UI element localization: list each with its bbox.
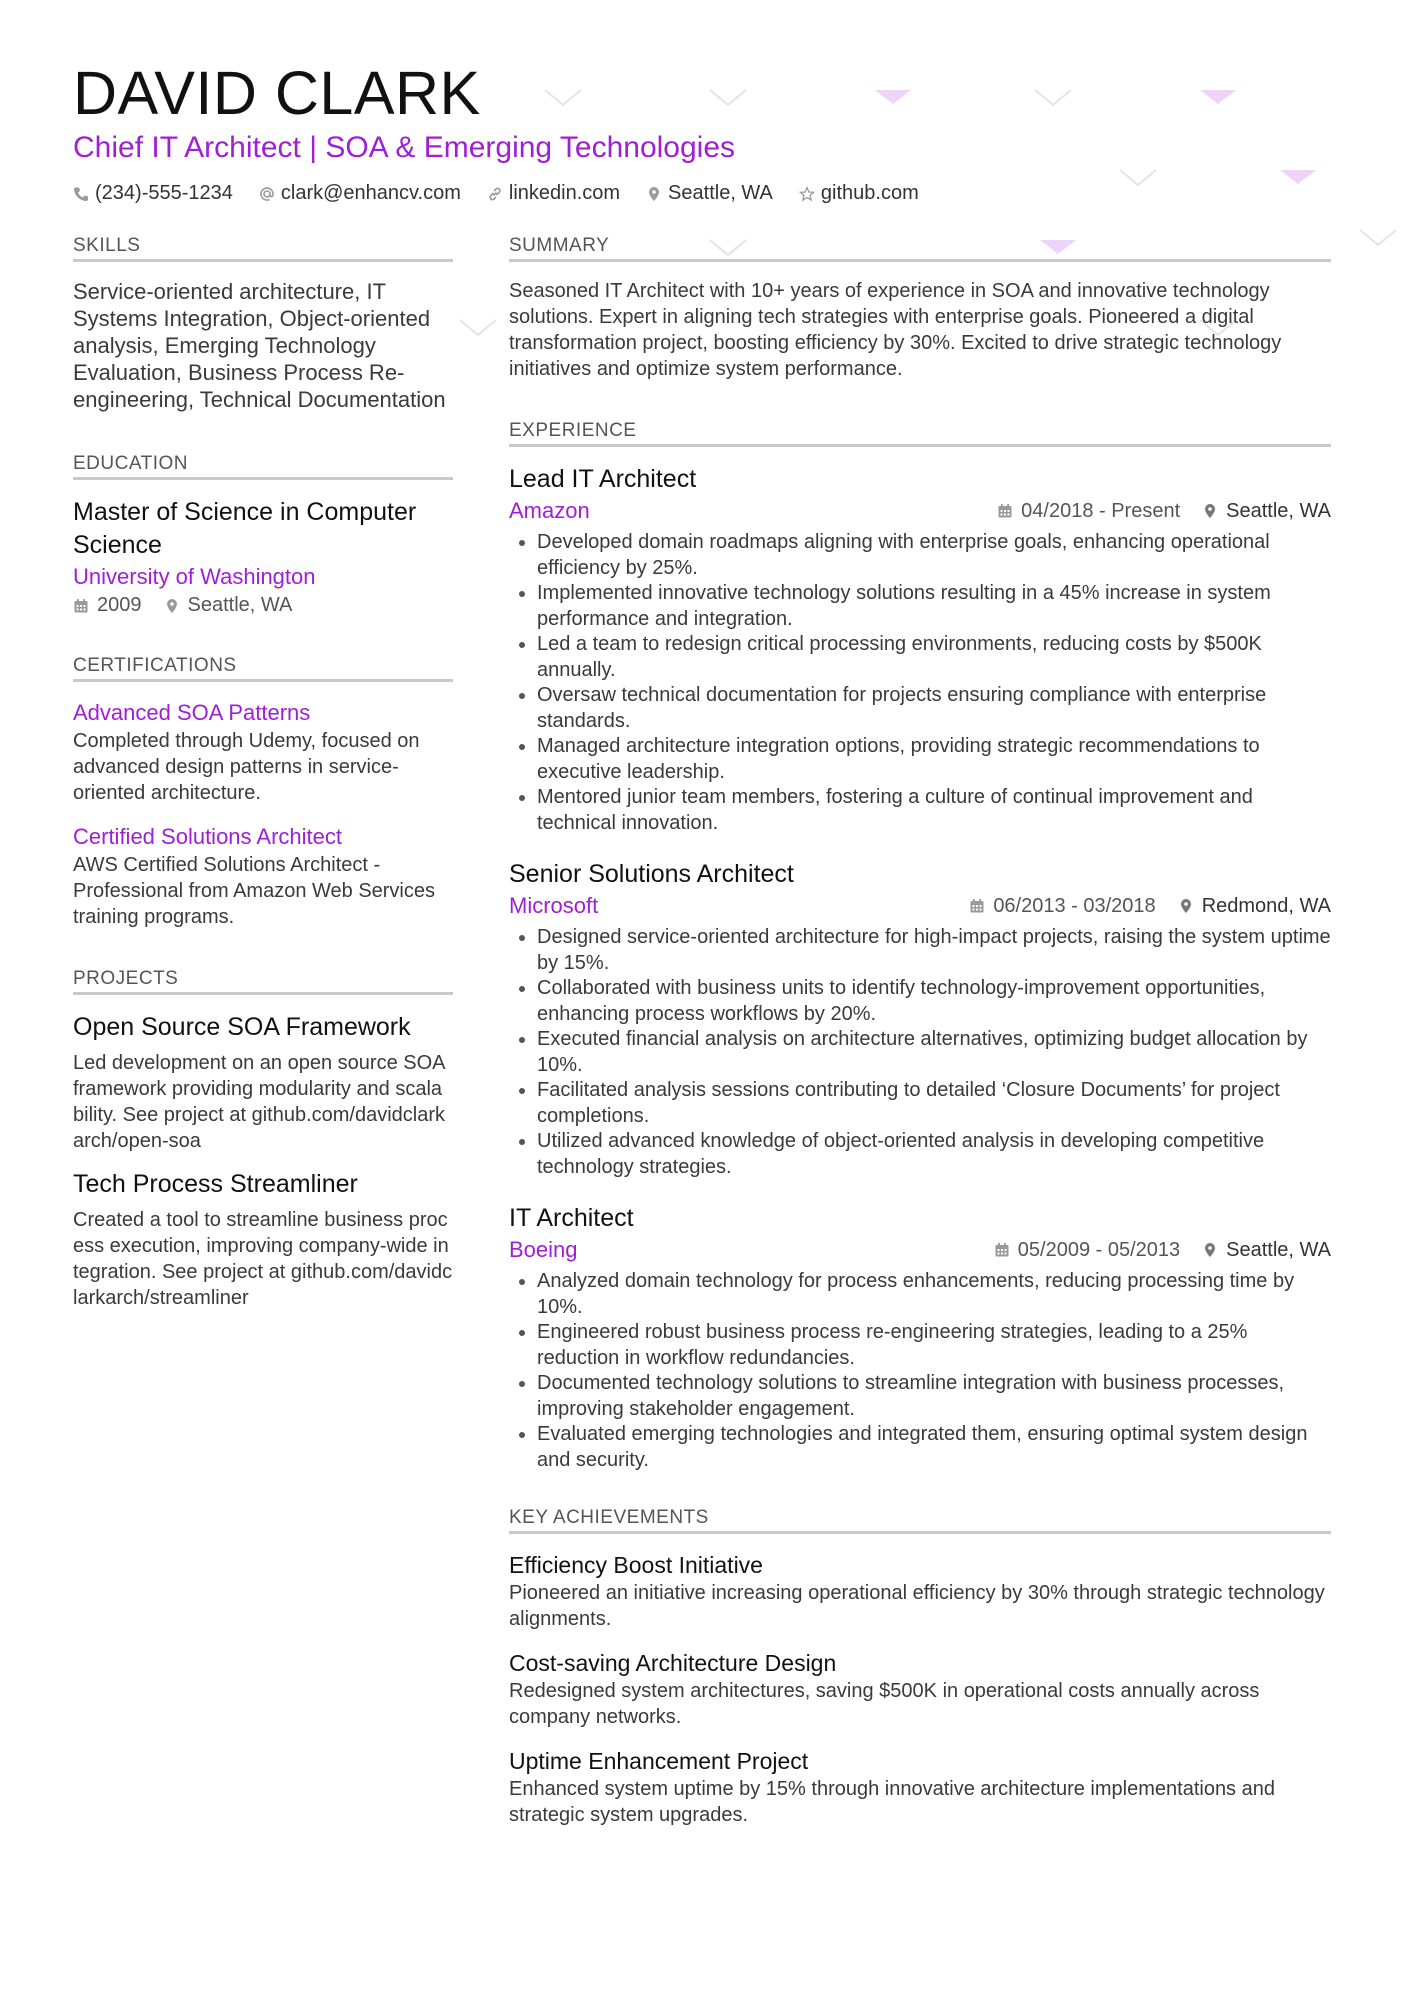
location-pin-icon (164, 598, 180, 614)
job-entry (509, 463, 1331, 836)
projects-section (73, 968, 453, 1311)
achievement-item (509, 1746, 1331, 1828)
left-column (73, 235, 453, 1311)
project-title: Open Source SOA Framework (73, 1013, 411, 1041)
job-dates-text: 04/2018 - Present (1021, 499, 1181, 522)
resume-header (73, 58, 1333, 205)
star-icon (799, 186, 815, 202)
projects-heading: PROJECTS (73, 968, 453, 995)
location-text: Seattle, WA (668, 182, 773, 204)
job-entry (509, 858, 1331, 1180)
skills-section (73, 235, 453, 413)
calendar-icon (997, 503, 1013, 519)
job-bullet: • Mentored junior team members, fostering a culture of continual improvement and technical innovation. (537, 785, 1331, 836)
job-bullet: • Collaborated with business units to identify technology-improvement opportunities, enhancing process workflows by 20%. (537, 976, 1331, 1027)
education-meta (73, 594, 453, 617)
certifications-heading: CERTIFICATIONS (73, 655, 453, 682)
job-company: Microsoft (509, 893, 599, 918)
job-bullet: • Managed architecture integration options, providing strategic recommendations to executive leadership. (537, 734, 1331, 785)
job-bullet: • Developed domain roadmaps aligning with enterprise goals, enhancing operational efficiency by 25%. (537, 530, 1331, 581)
job-meta (994, 1239, 1331, 1262)
job-bullets (509, 1269, 1331, 1473)
job-bullet: • Engineered robust business process re-engineering strategies, leading to a 25% reduction in workflow redundancies. (537, 1320, 1331, 1371)
calendar-icon (73, 598, 89, 614)
job-location-text: Seattle, WA (1226, 499, 1331, 522)
education-section (73, 453, 453, 617)
right-column (509, 235, 1331, 1828)
calendar-icon (969, 898, 985, 914)
job-header-row (509, 1235, 1331, 1265)
phone-text: (234)-555-1234 (95, 182, 233, 204)
job-meta (997, 500, 1331, 523)
job-role: IT Architect (509, 1204, 634, 1232)
achievements-heading: KEY ACHIEVEMENTS (509, 1507, 1331, 1534)
project-title: Tech Process Streamliner (73, 1170, 358, 1198)
job-dates-text: 06/2013 - 03/2018 (993, 894, 1156, 917)
location-pin-icon (1202, 1242, 1218, 1258)
experience-heading: EXPERIENCE (509, 420, 1331, 447)
job-bullet: • Utilized advanced knowledge of object-oriented analysis in developing competitive technology strategies. (537, 1129, 1331, 1180)
contact-bar (73, 182, 1333, 205)
email-text: clark@enhancv.com (280, 182, 461, 204)
job-bullets (509, 925, 1331, 1180)
job-dates-text: 05/2009 - 05/2013 (1017, 1238, 1181, 1261)
achievement-desc: Pioneered an initiative increasing operational efficiency by 30% through strategic technology alignments. (509, 1582, 1325, 1630)
link-icon (487, 186, 503, 202)
location-pin-icon (646, 186, 662, 202)
github-text: github.com (820, 182, 919, 204)
job-company: Boeing (509, 1237, 578, 1262)
contact-phone[interactable] (73, 182, 233, 205)
certification-desc: Completed through Udemy, focused on advanced design patterns in service-oriented architecture. (73, 730, 420, 804)
education-heading: EDUCATION (73, 453, 453, 480)
job-location-text: Seattle, WA (1226, 1238, 1331, 1261)
certification-item (73, 698, 453, 806)
certification-desc: AWS Certified Solutions Architect - Professional from Amazon Web Services training programs. (73, 854, 436, 928)
contact-email[interactable] (259, 182, 461, 205)
skills-text: Service-oriented architecture, IT Systems Integration, Object-oriented analysis, Emerging Technology Evaluation, Business Process Re-engineering, Technical Documentation (73, 279, 446, 412)
contact-github[interactable] (799, 182, 919, 205)
contact-location (646, 182, 773, 205)
education-year-text: 2009 (97, 594, 142, 616)
contact-linkedin[interactable] (487, 182, 620, 205)
at-sign-icon (259, 186, 275, 202)
job-company: Amazon (509, 498, 590, 523)
achievement-title: Efficiency Boost Initiative (509, 1552, 763, 1578)
job-header-row (509, 891, 1331, 921)
job-entry (509, 1202, 1331, 1473)
job-bullet: • Analyzed domain technology for process enhancements, reducing processing time by 10%. (537, 1269, 1331, 1320)
summary-section (509, 235, 1331, 382)
certification-item (73, 822, 453, 930)
job-role: Lead IT Architect (509, 465, 697, 493)
project-desc: Created a tool to streamline business process execution, improving company-wide integration. See project at github.com/davidclarkarch/streamliner (73, 1209, 453, 1309)
job-bullet: • Designed service-oriented architecture for high-impact projects, raising the system uptime by 15%. (537, 925, 1331, 976)
education-location-text: Seattle, WA (187, 594, 293, 616)
location-pin-icon (1202, 503, 1218, 519)
summary-heading: SUMMARY (509, 235, 1331, 262)
job-bullet: • Executed financial analysis on architecture alternatives, optimizing budget allocation by 10%. (537, 1027, 1331, 1078)
project-desc: Led development on an open source SOA framework providing modularity and scalability. See project at github.com/davidclarkarch/open-soa (73, 1052, 446, 1152)
job-dates (997, 500, 1180, 523)
job-bullets (509, 530, 1331, 836)
project-item (73, 1011, 453, 1154)
degree-title: Master of Science in Computer Science (73, 498, 417, 559)
school-name: University of Washington (73, 564, 316, 589)
achievement-title: Cost-saving Architecture Design (509, 1650, 837, 1676)
achievement-desc: Redesigned system architectures, saving $500K in operational costs annually across company networks. (509, 1680, 1260, 1728)
candidate-name: DAVID CLARK (73, 59, 481, 127)
skills-heading: SKILLS (73, 235, 453, 262)
job-location (1202, 500, 1331, 523)
job-dates (994, 1239, 1180, 1262)
job-bullet: • Documented technology solutions to streamline integration with business processes, improving stakeholder engagement. (537, 1371, 1331, 1422)
education-location (164, 594, 293, 617)
certifications-section (73, 655, 453, 930)
job-location (1178, 895, 1331, 918)
job-dates (969, 895, 1155, 918)
calendar-icon (994, 1242, 1010, 1258)
job-role: Senior Solutions Architect (509, 860, 794, 888)
summary-text: Seasoned IT Architect with 10+ years of experience in SOA and innovative technology solutions. Expert in aligning tech strategies with enterprise goals. Pioneered a digital transformation project, boosting efficiency by 30%. Excited to drive strategic technology initiatives and optimize system performance. (509, 280, 1282, 380)
phone-icon (73, 186, 89, 202)
achievement-title: Uptime Enhancement Project (509, 1748, 809, 1774)
certification-title: Certified Solutions Architect (73, 824, 343, 849)
job-bullet: • Oversaw technical documentation for projects ensuring compliance with enterprise standards. (537, 683, 1331, 734)
location-pin-icon (1178, 898, 1194, 914)
job-bullet: • Facilitated analysis sessions contributing to detailed ‘Closure Documents’ for project completions. (537, 1078, 1331, 1129)
job-location-text: Redmond, WA (1201, 894, 1331, 917)
experience-section (509, 420, 1331, 1473)
achievement-item (509, 1648, 1331, 1730)
job-bullet: • Led a team to redesign critical processing environments, reducing costs by $500K annually. (537, 632, 1331, 683)
project-item (73, 1168, 453, 1311)
education-year (73, 594, 142, 617)
candidate-title: Chief IT Architect | SOA & Emerging Technologies (73, 131, 736, 164)
achievements-section (509, 1507, 1331, 1828)
job-meta (969, 895, 1331, 918)
linkedin-text: linkedin.com (508, 182, 621, 204)
achievement-item (509, 1550, 1331, 1632)
job-bullet: • Implemented innovative technology solutions resulting in a 45% increase in system performance and integration. (537, 581, 1331, 632)
job-header-row (509, 496, 1331, 526)
job-bullet: • Evaluated emerging technologies and integrated them, ensuring optimal system design and security. (537, 1422, 1331, 1473)
certification-title: Advanced SOA Patterns (73, 700, 311, 725)
achievement-desc: Enhanced system uptime by 15% through innovative architecture implementations and strategic system upgrades. (509, 1778, 1275, 1826)
job-location (1202, 1239, 1331, 1262)
